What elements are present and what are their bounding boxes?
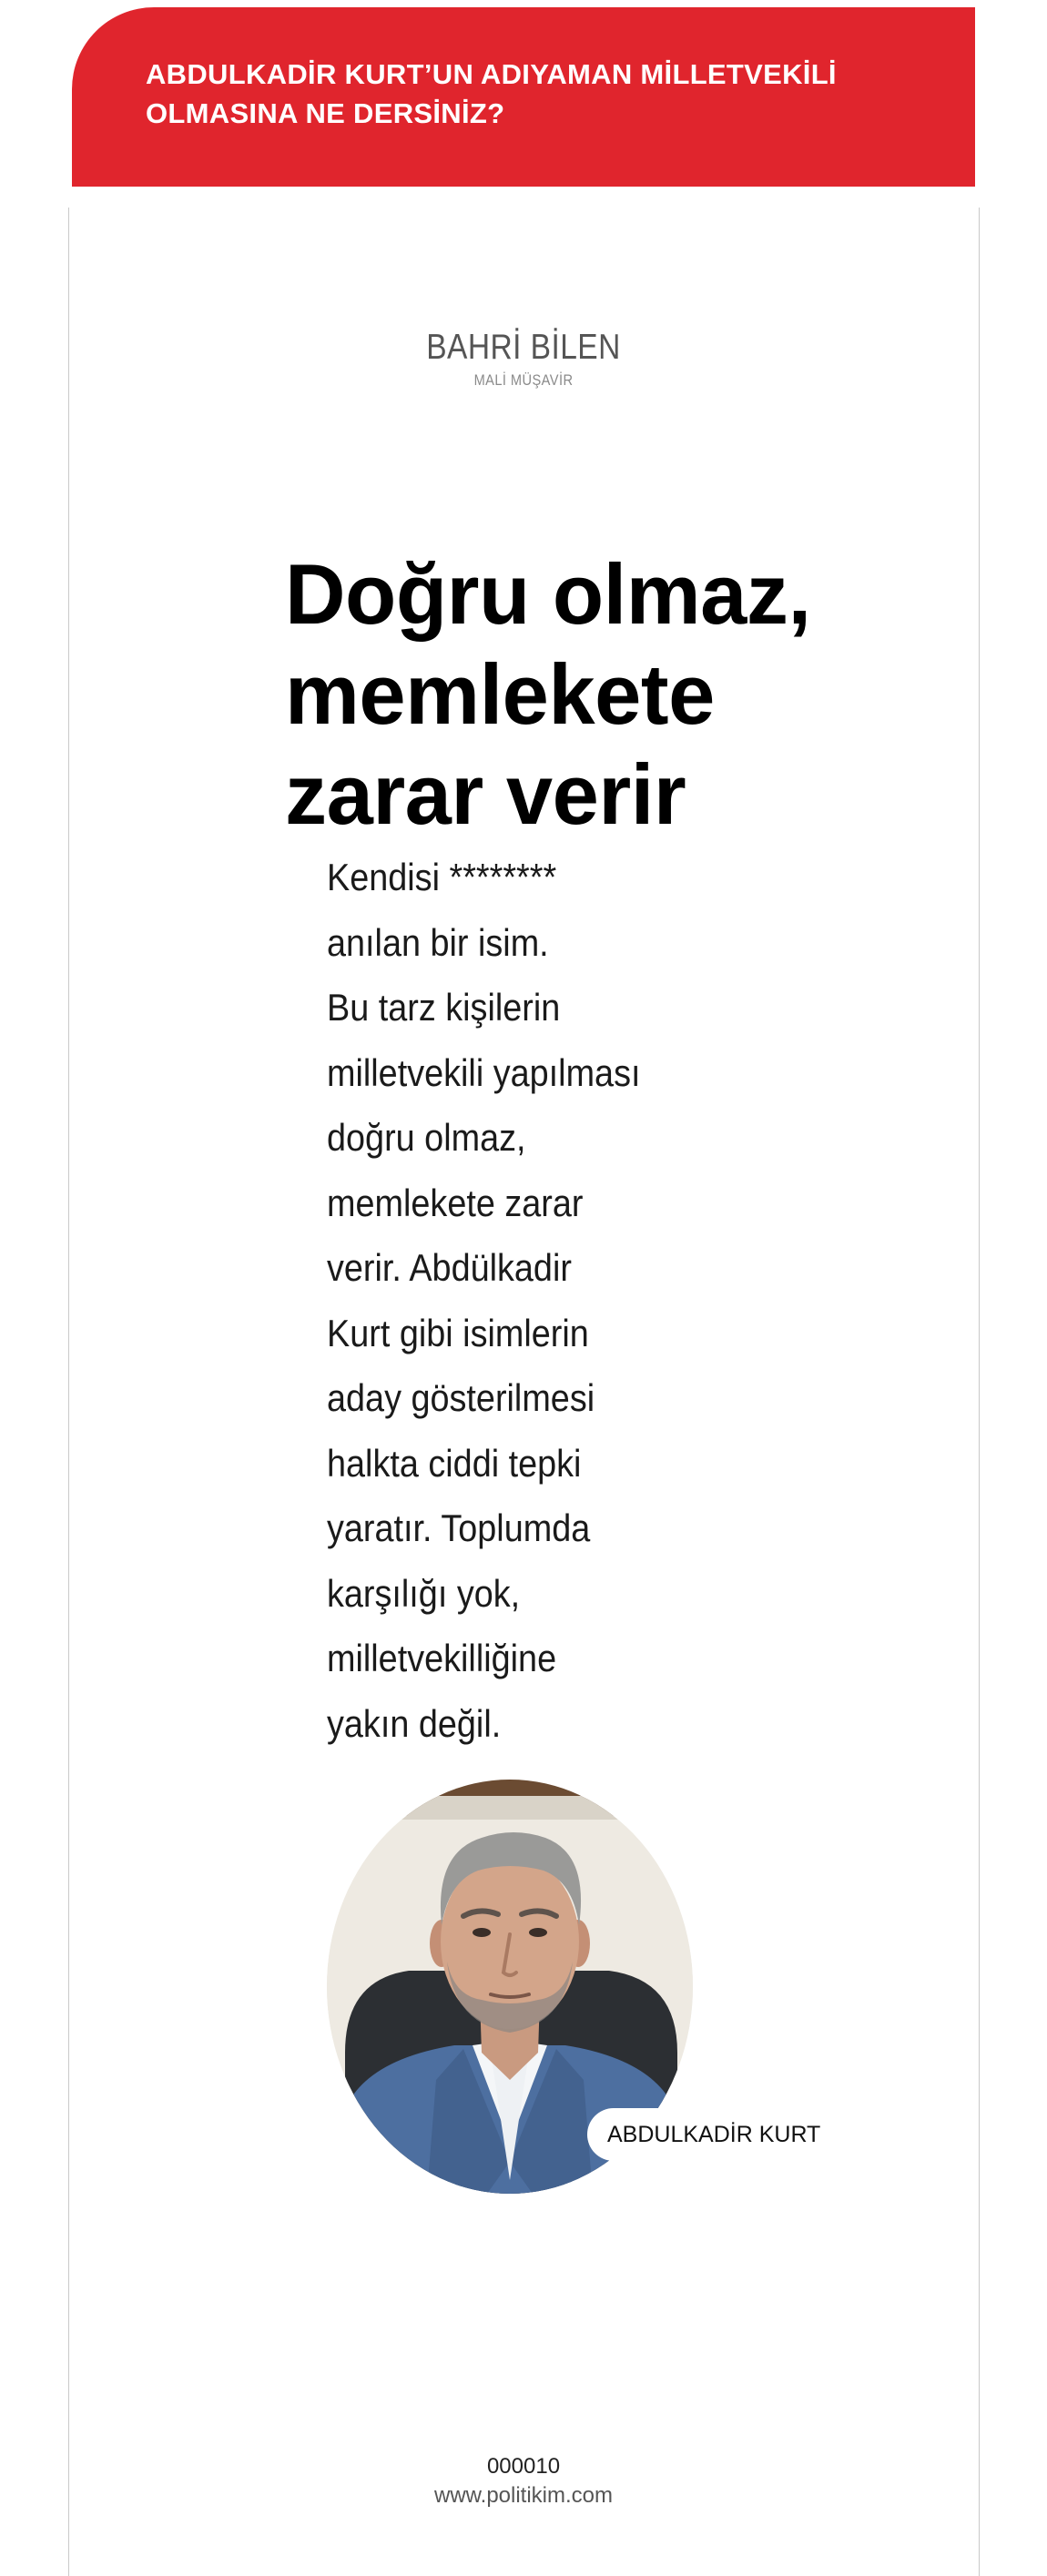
author-name: BAHRİ BİLEN: [426, 328, 621, 367]
author-role: MALİ MÜŞAVİR: [473, 371, 574, 389]
right-frame-divider: [979, 208, 980, 2576]
body-line: milletvekilliğine: [327, 1637, 557, 1679]
left-frame-divider: [68, 208, 69, 2576]
body-line: verir. Abdülkadir: [327, 1246, 572, 1289]
headline-line: zarar verir: [285, 746, 686, 842]
article-body: [327, 845, 655, 1756]
body-line: Kendisi ********: [327, 856, 557, 898]
headline-line: memlekete: [285, 646, 715, 742]
headline-line: Doğru olmaz,: [285, 546, 811, 642]
author-block: [0, 328, 1047, 390]
body-line: halkta ciddi tepki: [327, 1441, 582, 1485]
website-url: www.politikim.com: [433, 2483, 614, 2508]
body-line: doğru olmaz,: [327, 1116, 526, 1159]
question-banner: [72, 7, 975, 187]
body-line: milletvekili yapılması: [327, 1050, 641, 1094]
banner-title-line-1: ABDULKADİR KURT’UN ADIYAMAN MİLLETVEKİLİ: [146, 58, 837, 90]
banner-title: [146, 55, 965, 133]
body-line: karşılığı yok,: [327, 1571, 521, 1615]
body-line: anılan bir isim.: [327, 920, 549, 964]
body-line: Bu tarz kişilerin: [327, 986, 561, 1029]
body-line: memlekete zarar: [327, 1181, 584, 1224]
page-footer: [0, 2452, 1047, 2510]
article-headline: [285, 544, 856, 845]
banner-title-line-2: OLMASINA NE DERSİNİZ?: [146, 97, 505, 129]
body-line: aday gösterilmesi: [327, 1376, 595, 1419]
body-line: yakın değil.: [327, 1701, 502, 1745]
body-line: yaratır. Toplumda: [327, 1506, 591, 1549]
body-line: Kurt gibi isimlerin: [327, 1311, 589, 1354]
photo-caption: ABDULKADİR KURT: [587, 2108, 848, 2161]
page-number: 000010: [486, 2454, 561, 2479]
